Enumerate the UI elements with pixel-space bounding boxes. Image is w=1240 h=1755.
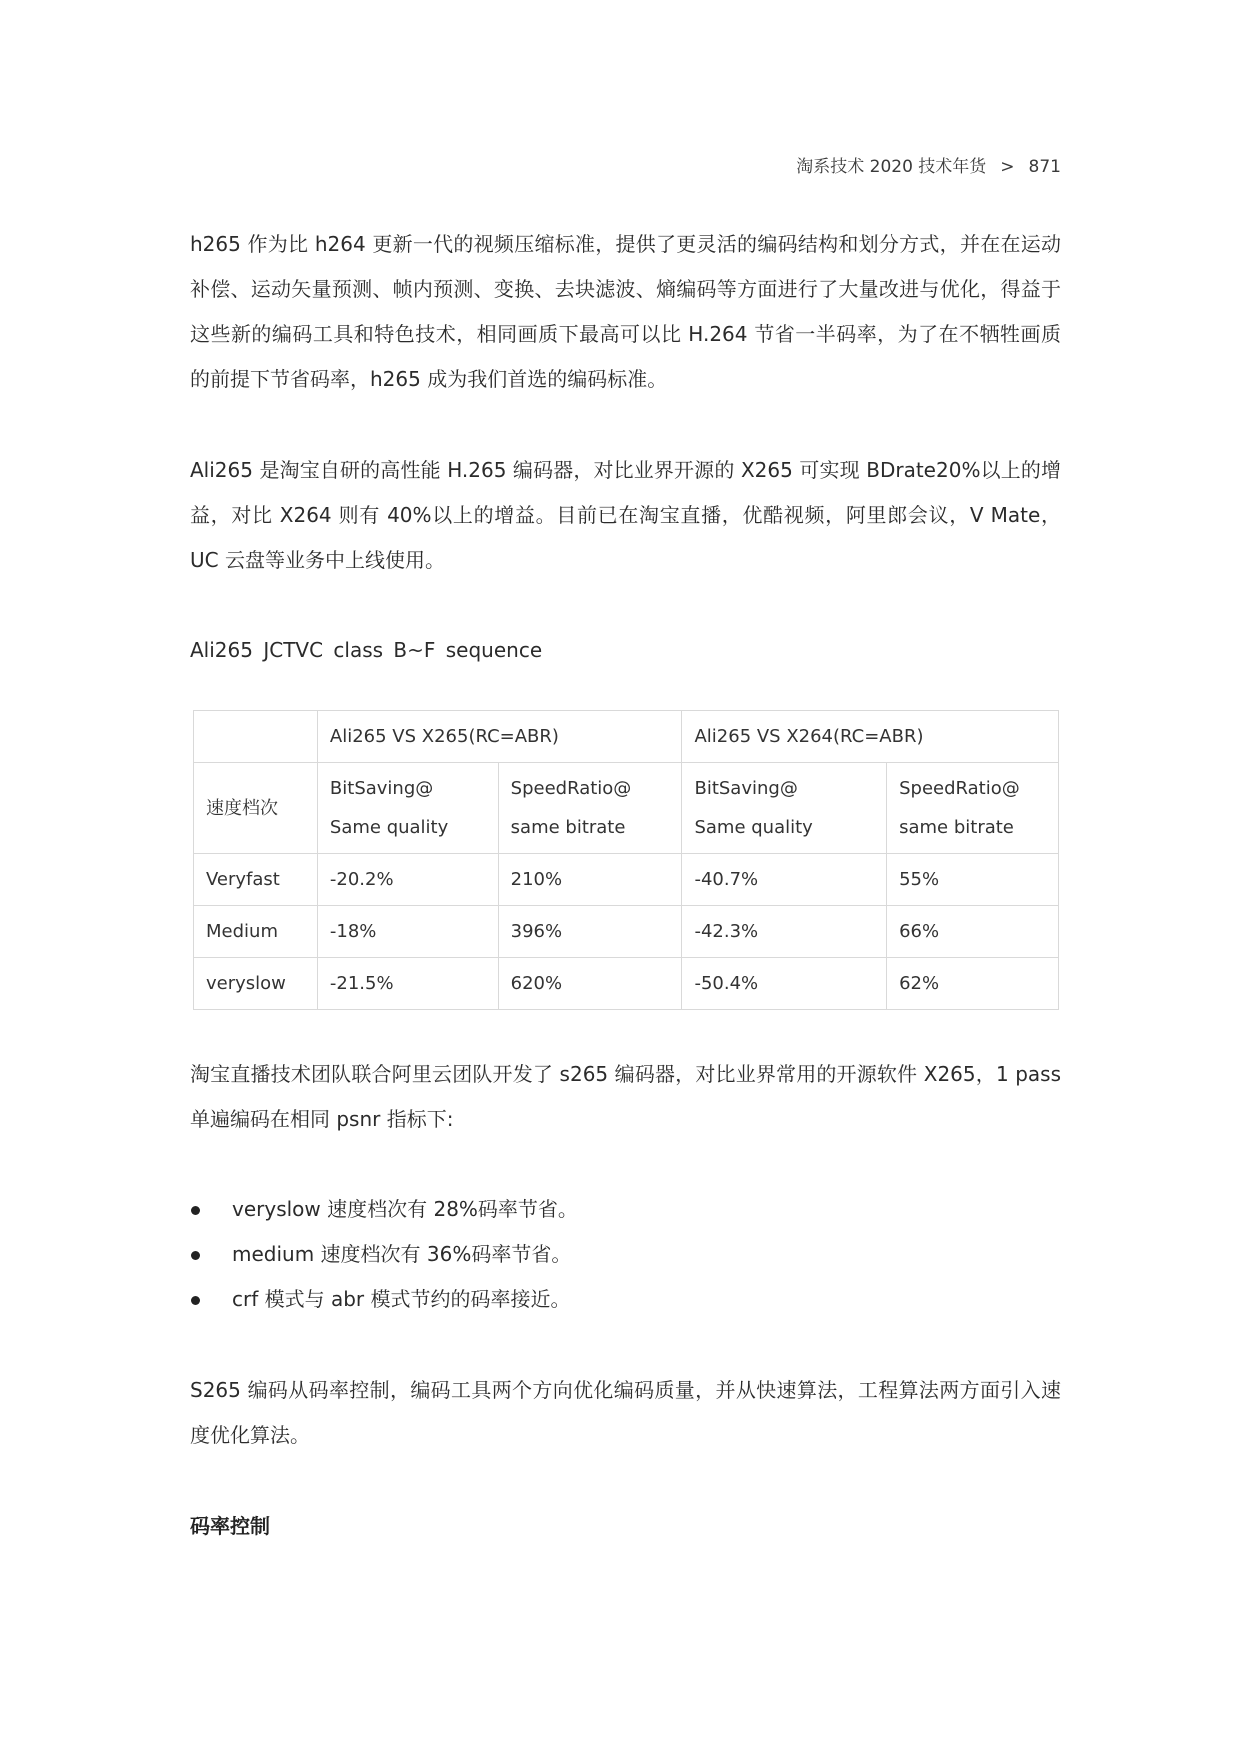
subheader-bitsaving-x265 — [317, 763, 498, 854]
subheader-line: SpeedRatio@ — [899, 778, 1020, 799]
subheader-line: same bitrate — [510, 817, 626, 838]
table-cell: -18% — [317, 906, 498, 958]
table-row — [194, 958, 1059, 1010]
breadcrumb-separator: > — [1000, 157, 1015, 177]
table-cell: Medium — [194, 906, 318, 958]
comparison-table — [193, 710, 1059, 1010]
bullet-dot-icon — [191, 1296, 200, 1305]
subheader-line: Same quality — [329, 817, 449, 838]
table-cell: -40.7% — [682, 854, 887, 906]
book-title: 淘系技术 2020 技术年货 — [796, 157, 987, 177]
table-cell: 396% — [498, 906, 682, 958]
list-item-text: medium 速度档次有 36%码率节省。 — [232, 1242, 572, 1266]
subheader-bitsaving-x264 — [682, 763, 887, 854]
list-item-text: veryslow 速度档次有 28%码率节省。 — [232, 1197, 578, 1221]
subheader-line: SpeedRatio@ — [510, 778, 632, 799]
list-item — [190, 1232, 1061, 1277]
speed-level-header: 速度档次 — [194, 763, 318, 854]
page-header — [190, 152, 1061, 177]
bullet-dot-icon — [191, 1251, 200, 1260]
paragraph-s265-intro: 淘宝直播技术团队联合阿里云团队开发了 s265 编码器，对比业界常用的开源软件 X265，1 pass 单遍编码在相同 psnr 指标下: — [190, 1062, 1061, 1131]
section-heading: 码率控制 — [190, 1514, 270, 1538]
table-cell: 66% — [887, 906, 1059, 958]
paragraph-s265-optimization: S265 编码从码率控制，编码工具两个方向优化编码质量，并从快速算法，工程算法两方面引入速度优化算法。 — [190, 1378, 1061, 1447]
table-cell: -42.3% — [682, 906, 887, 958]
table-row — [194, 906, 1059, 958]
table-cell: Veryfast — [194, 854, 318, 906]
group-header-x265: Ali265 VS X265(RC=ABR) — [317, 711, 682, 763]
subheader-line: BitSaving@ — [694, 778, 798, 799]
table-cell: 55% — [887, 854, 1059, 906]
table-row — [194, 854, 1059, 906]
table-cell: -21.5% — [317, 958, 498, 1010]
subheader-speedratio-x264 — [887, 763, 1059, 854]
paragraph-h265-intro: h265 作为比 h264 更新一代的视频压缩标准，提供了更灵活的编码结构和划分方式，并在在运动补偿、运动矢量预测、帧内预测、变换、去块滤波、熵编码等方面进行了大量改进与优化，得益于这些新的编码工具和特色技术，相同画质下最高可以比 H.264 节省一半码率，为了在不牺牲画质的前提下节省码率，h265 成为我们首选的编码标准。 — [190, 232, 1061, 391]
paragraph-ali265-intro: Ali265 是淘宝自研的高性能 H.265 编码器，对比业界开源的 X265 可实现 BDrate20%以上的增益，对比 X264 则有 40%以上的增益。目前已在淘宝直播，优酷视频，阿里郎会议，V Mate，UC 云盘等业务中上线使用。 — [190, 458, 1061, 572]
bullet-dot-icon — [191, 1206, 200, 1215]
table-cell: 62% — [887, 958, 1059, 1010]
table-cell: 210% — [498, 854, 682, 906]
subheader-line: BitSaving@ — [329, 778, 434, 799]
list-item-text: crf 模式与 abr 模式节约的码率接近。 — [232, 1287, 571, 1311]
subheader-line: same bitrate — [899, 817, 1014, 838]
subheader-speedratio-x265 — [498, 763, 682, 854]
table-corner-cell — [194, 711, 318, 763]
table-cell: veryslow — [194, 958, 318, 1010]
document-body — [190, 222, 1061, 1549]
table-cell: -20.2% — [317, 854, 498, 906]
page-number: 871 — [1028, 157, 1061, 177]
table-subheader-row — [194, 763, 1059, 854]
subheader-line: Same quality — [694, 817, 813, 838]
table-caption: Ali265 JCTVC class B~F sequence — [190, 638, 543, 662]
list-item — [190, 1277, 1061, 1322]
table-cell: 620% — [498, 958, 682, 1010]
group-header-x264: Ali265 VS X264(RC=ABR) — [682, 711, 1059, 763]
table-group-header-row — [194, 711, 1059, 763]
table-cell: -50.4% — [682, 958, 887, 1010]
list-item — [190, 1187, 1061, 1232]
result-bullet-list — [190, 1187, 1061, 1322]
